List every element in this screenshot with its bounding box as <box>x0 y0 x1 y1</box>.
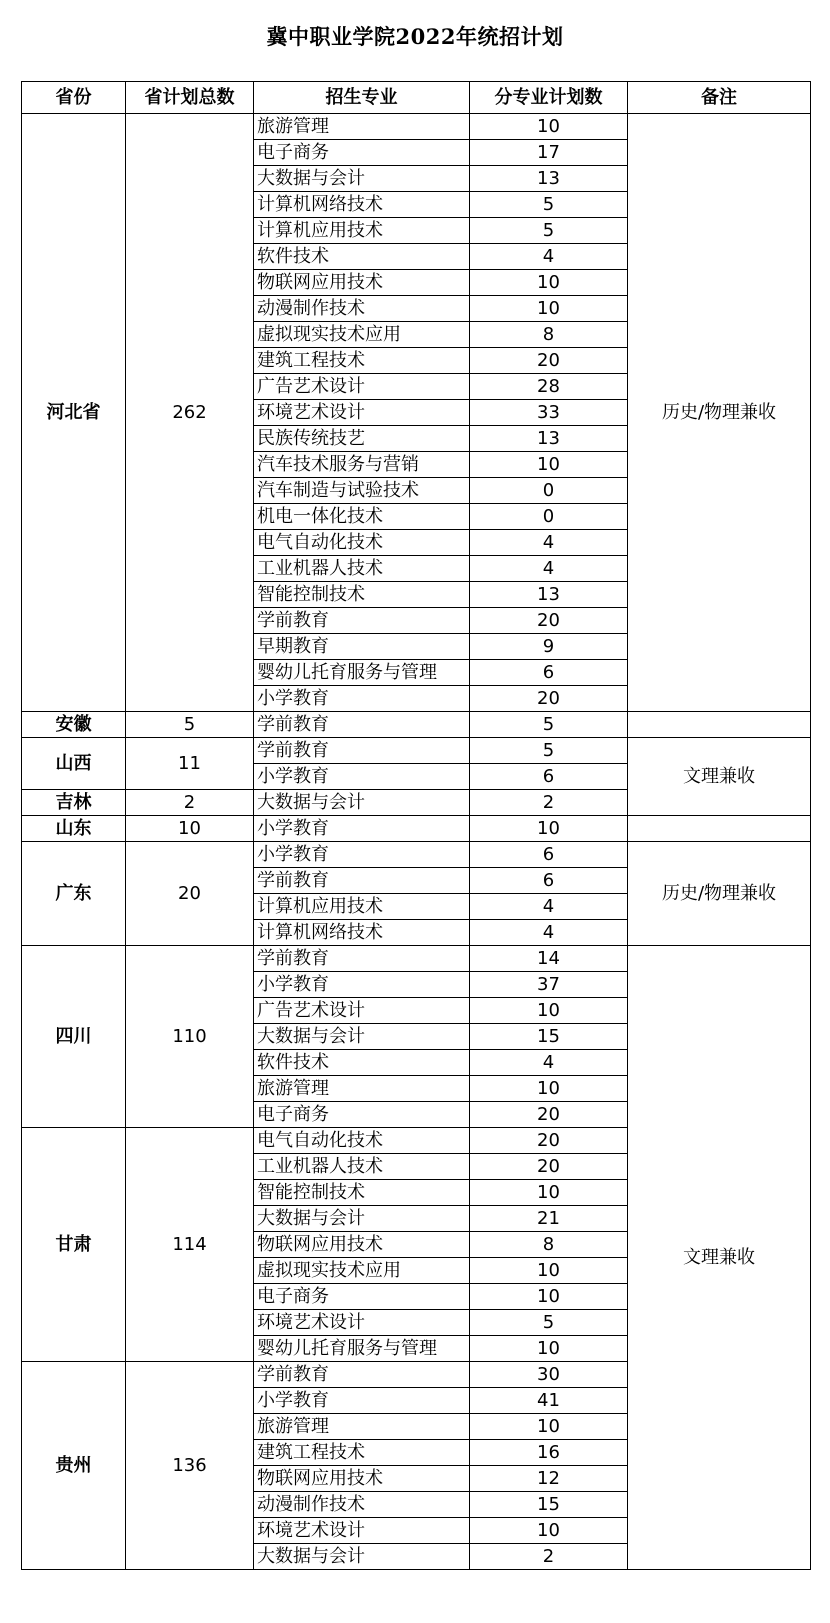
major-cell: 工业机器人技术 <box>254 556 470 582</box>
province-cell: 河北省 <box>22 114 126 712</box>
enrollment-plan-table <box>21 81 811 1570</box>
major-cell: 环境艺术设计 <box>254 1518 470 1544</box>
province-total-cell: 20 <box>126 842 254 946</box>
major-count-cell: 10 <box>470 998 628 1024</box>
major-cell: 学前教育 <box>254 738 470 764</box>
note-cell: 文理兼收 <box>628 738 811 816</box>
major-cell: 物联网应用技术 <box>254 1232 470 1258</box>
major-count-cell: 6 <box>470 868 628 894</box>
major-cell: 电气自动化技术 <box>254 530 470 556</box>
major-count-cell: 10 <box>470 114 628 140</box>
major-cell: 汽车制造与试验技术 <box>254 478 470 504</box>
major-cell: 电子商务 <box>254 1284 470 1310</box>
major-count-cell: 37 <box>470 972 628 998</box>
header-row <box>22 82 811 114</box>
major-count-cell: 2 <box>470 1544 628 1570</box>
major-count-cell: 8 <box>470 1232 628 1258</box>
province-total-cell: 10 <box>126 816 254 842</box>
major-cell: 小学教育 <box>254 972 470 998</box>
major-cell: 大数据与会计 <box>254 1024 470 1050</box>
major-count-cell: 8 <box>470 322 628 348</box>
header-note: 备注 <box>628 82 811 114</box>
major-count-cell: 10 <box>470 270 628 296</box>
major-count-cell: 10 <box>470 1180 628 1206</box>
province-cell: 甘肃 <box>22 1128 126 1362</box>
major-cell: 智能控制技术 <box>254 1180 470 1206</box>
major-count-cell: 20 <box>470 1154 628 1180</box>
header-province-total: 省计划总数 <box>126 82 254 114</box>
major-count-cell: 10 <box>470 296 628 322</box>
major-cell: 小学教育 <box>254 1388 470 1414</box>
major-count-cell: 10 <box>470 1076 628 1102</box>
major-cell: 婴幼儿托育服务与管理 <box>254 1336 470 1362</box>
note-cell <box>628 816 811 842</box>
major-count-cell: 5 <box>470 218 628 244</box>
major-cell: 电气自动化技术 <box>254 1128 470 1154</box>
major-cell: 环境艺术设计 <box>254 1310 470 1336</box>
major-cell: 大数据与会计 <box>254 1206 470 1232</box>
major-count-cell: 2 <box>470 790 628 816</box>
major-cell: 电子商务 <box>254 1102 470 1128</box>
major-count-cell: 17 <box>470 140 628 166</box>
major-count-cell: 9 <box>470 634 628 660</box>
major-count-cell: 4 <box>470 894 628 920</box>
major-count-cell: 10 <box>470 1518 628 1544</box>
header-province: 省份 <box>22 82 126 114</box>
major-cell: 旅游管理 <box>254 1076 470 1102</box>
major-count-cell: 10 <box>470 1284 628 1310</box>
note-cell: 文理兼收 <box>628 946 811 1570</box>
major-count-cell: 6 <box>470 842 628 868</box>
major-count-cell: 15 <box>470 1024 628 1050</box>
major-count-cell: 6 <box>470 764 628 790</box>
major-cell: 电子商务 <box>254 140 470 166</box>
table-row <box>22 816 811 842</box>
major-cell: 虚拟现实技术应用 <box>254 322 470 348</box>
province-cell: 山东 <box>22 816 126 842</box>
major-count-cell: 15 <box>470 1492 628 1518</box>
major-count-cell: 10 <box>470 1414 628 1440</box>
major-cell: 虚拟现实技术应用 <box>254 1258 470 1284</box>
province-cell: 四川 <box>22 946 126 1128</box>
major-count-cell: 33 <box>470 400 628 426</box>
major-count-cell: 5 <box>470 712 628 738</box>
major-cell: 旅游管理 <box>254 1414 470 1440</box>
province-cell: 吉林 <box>22 790 126 816</box>
major-count-cell: 13 <box>470 166 628 192</box>
major-count-cell: 16 <box>470 1440 628 1466</box>
major-count-cell: 6 <box>470 660 628 686</box>
major-cell: 学前教育 <box>254 868 470 894</box>
province-total-cell: 11 <box>126 738 254 790</box>
major-count-cell: 0 <box>470 478 628 504</box>
major-count-cell: 41 <box>470 1388 628 1414</box>
table-row <box>22 738 811 764</box>
major-count-cell: 10 <box>470 452 628 478</box>
major-cell: 软件技术 <box>254 244 470 270</box>
major-count-cell: 12 <box>470 1466 628 1492</box>
province-total-cell: 110 <box>126 946 254 1128</box>
major-cell: 民族传统技艺 <box>254 426 470 452</box>
major-cell: 学前教育 <box>254 608 470 634</box>
major-count-cell: 30 <box>470 1362 628 1388</box>
province-total-cell: 2 <box>126 790 254 816</box>
major-count-cell: 10 <box>470 816 628 842</box>
major-count-cell: 4 <box>470 1050 628 1076</box>
major-cell: 婴幼儿托育服务与管理 <box>254 660 470 686</box>
major-cell: 物联网应用技术 <box>254 270 470 296</box>
major-cell: 大数据与会计 <box>254 790 470 816</box>
province-total-cell: 114 <box>126 1128 254 1362</box>
table-body <box>22 114 811 1570</box>
major-cell: 小学教育 <box>254 764 470 790</box>
major-count-cell: 4 <box>470 530 628 556</box>
province-cell: 安徽 <box>22 712 126 738</box>
major-cell: 智能控制技术 <box>254 582 470 608</box>
major-cell: 旅游管理 <box>254 114 470 140</box>
major-count-cell: 20 <box>470 1102 628 1128</box>
major-count-cell: 10 <box>470 1336 628 1362</box>
major-cell: 学前教育 <box>254 946 470 972</box>
header-major-count: 分专业计划数 <box>470 82 628 114</box>
table-row <box>22 842 811 868</box>
province-cell: 广东 <box>22 842 126 946</box>
major-cell: 机电一体化技术 <box>254 504 470 530</box>
major-count-cell: 5 <box>470 192 628 218</box>
province-total-cell: 5 <box>126 712 254 738</box>
major-cell: 软件技术 <box>254 1050 470 1076</box>
major-cell: 广告艺术设计 <box>254 374 470 400</box>
note-cell: 历史/物理兼收 <box>628 842 811 946</box>
major-cell: 学前教育 <box>254 712 470 738</box>
major-cell: 早期教育 <box>254 634 470 660</box>
major-count-cell: 0 <box>470 504 628 530</box>
major-cell: 建筑工程技术 <box>254 348 470 374</box>
major-cell: 计算机应用技术 <box>254 894 470 920</box>
major-count-cell: 13 <box>470 426 628 452</box>
major-count-cell: 5 <box>470 1310 628 1336</box>
table-row <box>22 946 811 972</box>
major-count-cell: 13 <box>470 582 628 608</box>
header-major: 招生专业 <box>254 82 470 114</box>
major-cell: 工业机器人技术 <box>254 1154 470 1180</box>
province-total-cell: 136 <box>126 1362 254 1570</box>
table-row <box>22 114 811 140</box>
major-cell: 计算机应用技术 <box>254 218 470 244</box>
major-cell: 小学教育 <box>254 686 470 712</box>
major-count-cell: 28 <box>470 374 628 400</box>
major-count-cell: 21 <box>470 1206 628 1232</box>
major-count-cell: 14 <box>470 946 628 972</box>
major-cell: 小学教育 <box>254 816 470 842</box>
major-count-cell: 10 <box>470 1258 628 1284</box>
major-count-cell: 4 <box>470 244 628 270</box>
major-count-cell: 5 <box>470 738 628 764</box>
major-cell: 计算机网络技术 <box>254 192 470 218</box>
major-count-cell: 20 <box>470 608 628 634</box>
major-cell: 计算机网络技术 <box>254 920 470 946</box>
page-title: 冀中职业学院2022年统招计划 <box>266 24 564 49</box>
province-cell: 贵州 <box>22 1362 126 1570</box>
major-cell: 动漫制作技术 <box>254 296 470 322</box>
major-cell: 动漫制作技术 <box>254 1492 470 1518</box>
major-cell: 广告艺术设计 <box>254 998 470 1024</box>
major-cell: 建筑工程技术 <box>254 1440 470 1466</box>
major-count-cell: 20 <box>470 1128 628 1154</box>
note-cell: 历史/物理兼收 <box>628 114 811 712</box>
major-cell: 环境艺术设计 <box>254 400 470 426</box>
major-cell: 小学教育 <box>254 842 470 868</box>
major-count-cell: 20 <box>470 686 628 712</box>
table-row <box>22 712 811 738</box>
major-cell: 学前教育 <box>254 1362 470 1388</box>
major-cell: 大数据与会计 <box>254 1544 470 1570</box>
major-cell: 物联网应用技术 <box>254 1466 470 1492</box>
major-count-cell: 4 <box>470 920 628 946</box>
province-cell: 山西 <box>22 738 126 790</box>
major-cell: 大数据与会计 <box>254 166 470 192</box>
major-count-cell: 20 <box>470 348 628 374</box>
province-total-cell: 262 <box>126 114 254 712</box>
major-cell: 汽车技术服务与营销 <box>254 452 470 478</box>
major-count-cell: 4 <box>470 556 628 582</box>
note-cell <box>628 712 811 738</box>
